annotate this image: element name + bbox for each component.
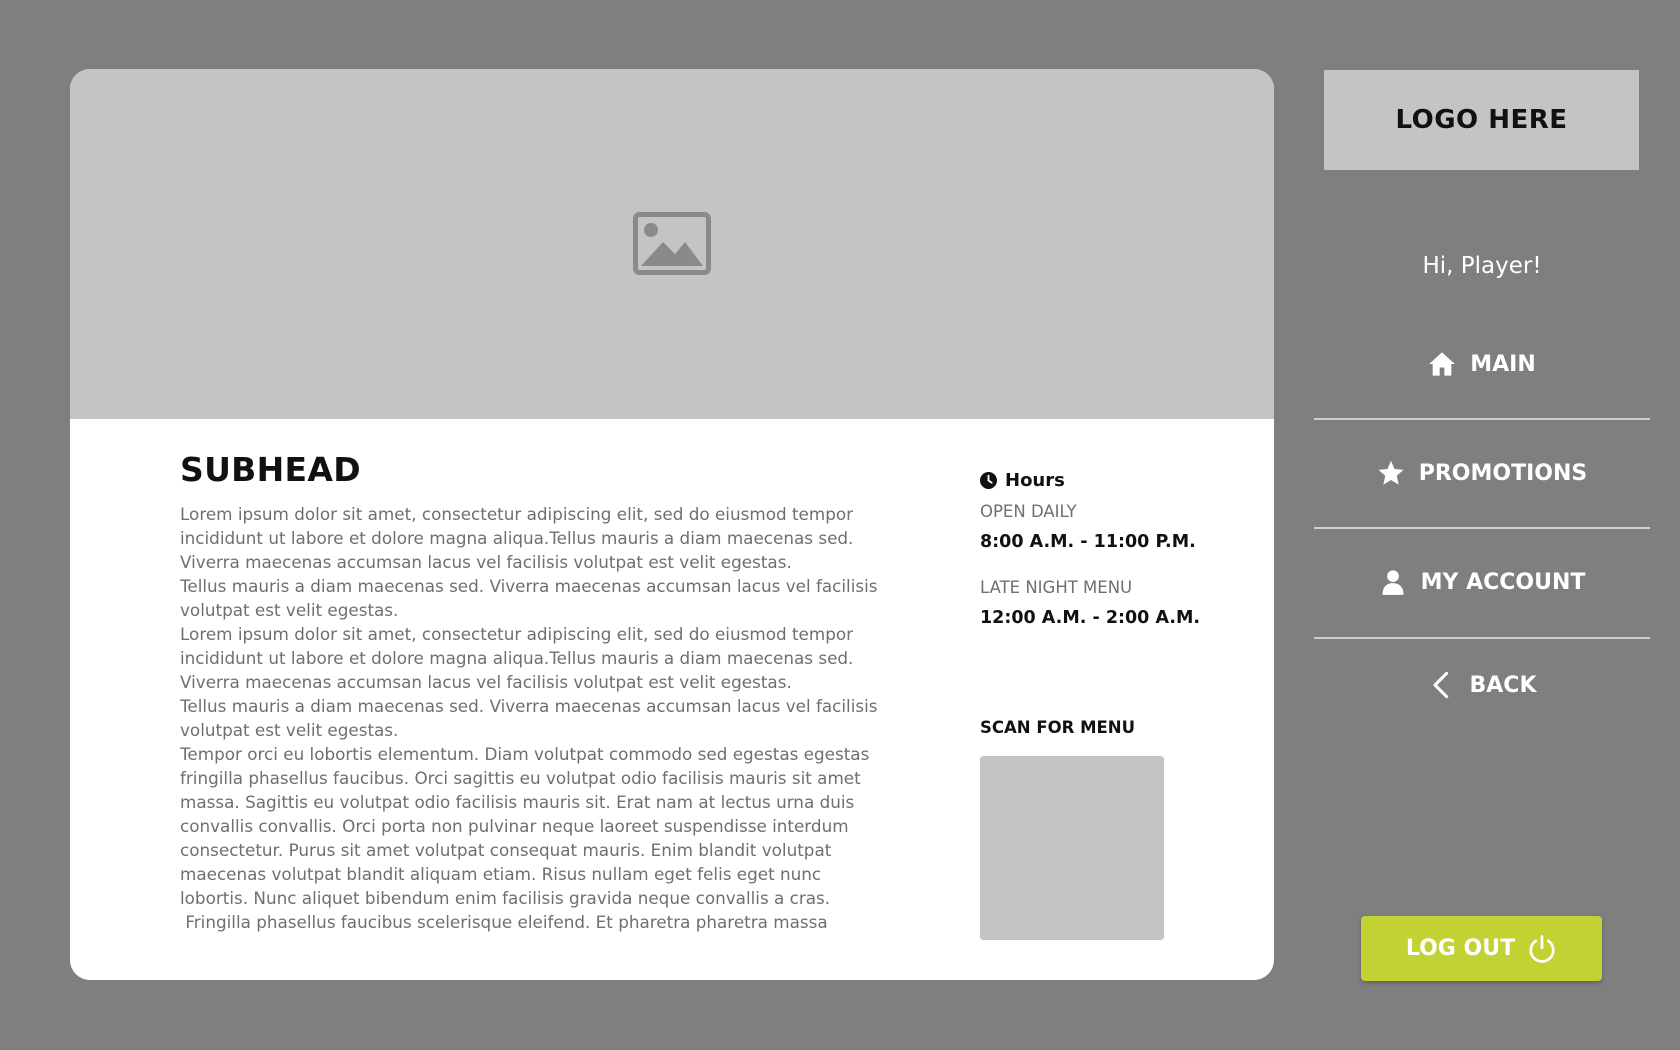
nav-promotions-label: PROMOTIONS xyxy=(1418,460,1588,486)
paragraph: Lorem ipsum dolor sit amet, consectetur adipiscing elit, sed do eiusmod tempor incididunt ut labore et dolore magna aliqua.Tellus mauris a diam maecenas sed. Viverra maecenas accumsan lacus vel facilisis volutpat est velit egestas. xyxy=(180,624,854,692)
late-night-hours: 12:00 A.M. - 2:00 A.M. xyxy=(980,608,1201,628)
nav-back-label: BACK xyxy=(1469,672,1537,698)
paragraph: Tellus mauris a diam maecenas sed. Viverra maecenas accumsan lacus vel facilisis volutpat est velit egestas. xyxy=(180,576,878,620)
paragraph: Tempor orci eu lobortis elementum. Diam volutpat commodo sed egestas egestas fringilla phasellus faucibus. Orci sagittis eu volutpat odio facilisis mauris sit amet massa. Sagittis eu volutpat odio facilisis mauris sit. Erat nam at lectus urna duis convallis convallis. Orci porta non pulvinar neque laoreet suspendisse interdum consectetur. Purus sit amet volutpat consequat mauris. Enim blandit volutpat maecenas volutpat blandit aliquam etiam. Risus nullam eget felis eget nunc lobortis. Nunc aliquet bibendum enim facilisis gravida neque convallis a cras. xyxy=(180,744,870,908)
qr-code-placeholder xyxy=(980,756,1164,940)
open-daily-hours: 8:00 A.M. - 11:00 P.M. xyxy=(980,532,1196,552)
nav-my-account-label: MY ACCOUNT xyxy=(1420,569,1586,595)
star-icon xyxy=(1377,459,1405,487)
logout-button[interactable] xyxy=(1361,916,1602,981)
image-placeholder-icon xyxy=(633,212,711,275)
scan-for-menu-label: SCAN FOR MENU xyxy=(980,718,1135,737)
nav-main-label: MAIN xyxy=(1470,351,1536,377)
content-card xyxy=(70,69,1274,980)
home-icon xyxy=(1428,350,1456,378)
paragraph: Tellus mauris a diam maecenas sed. Viverra maecenas accumsan lacus vel facilisis volutpat est velit egestas. xyxy=(180,696,878,740)
paragraph: Fringilla phasellus faucibus scelerisque eleifend. Et pharetra pharetra massa xyxy=(180,912,828,932)
nav-divider xyxy=(1314,418,1650,420)
hero-image-placeholder xyxy=(70,69,1274,419)
hours-title: Hours xyxy=(1005,470,1065,491)
open-daily-label: OPEN DAILY xyxy=(980,502,1077,521)
nav-divider xyxy=(1314,527,1650,529)
subhead: SUBHEAD xyxy=(180,450,361,489)
chevron-left-icon xyxy=(1428,671,1456,699)
nav-promotions[interactable] xyxy=(1314,459,1650,487)
logout-label: LOG OUT xyxy=(1405,936,1516,961)
late-night-label: LATE NIGHT MENU xyxy=(980,578,1133,597)
clock-icon xyxy=(980,472,997,489)
nav-back[interactable] xyxy=(1314,671,1650,699)
hours-heading xyxy=(980,470,1065,491)
power-icon xyxy=(1527,934,1557,964)
user-icon xyxy=(1379,568,1407,596)
logo: LOGO HERE xyxy=(1324,70,1639,170)
nav-divider xyxy=(1314,637,1650,639)
nav-my-account[interactable] xyxy=(1314,568,1650,596)
nav-main[interactable] xyxy=(1314,350,1650,378)
paragraph: Lorem ipsum dolor sit amet, consectetur adipiscing elit, sed do eiusmod tempor incididunt ut labore et dolore magna aliqua.Tellus mauris a diam maecenas sed. Viverra maecenas accumsan lacus vel facilisis volutpat est velit egestas. xyxy=(180,504,854,572)
greeting: Hi, Player! xyxy=(1422,253,1542,279)
body-text xyxy=(180,502,880,934)
